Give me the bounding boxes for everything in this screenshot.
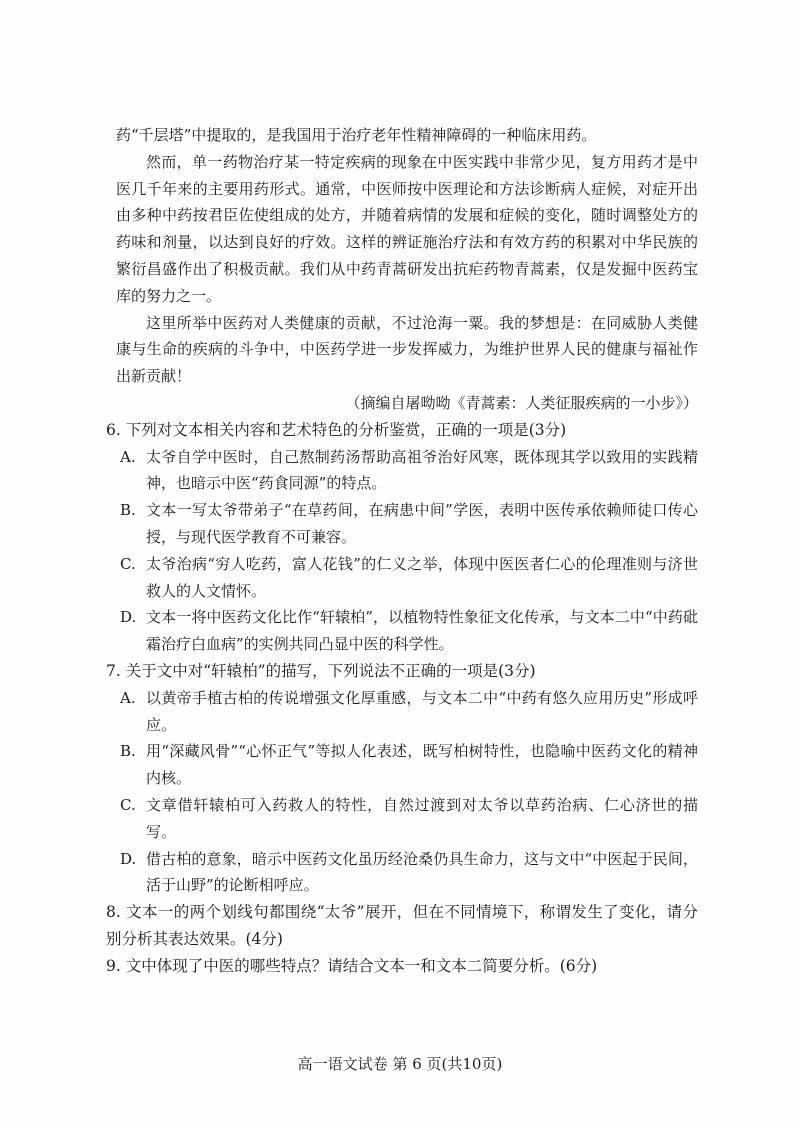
question-8 (106, 899, 698, 953)
option-letter: A. (120, 688, 136, 707)
page-content (106, 122, 698, 980)
question-6-option-d (120, 604, 698, 658)
question-7-option-a (120, 685, 698, 739)
question-7-option-d (120, 846, 698, 900)
question-7-option-b (120, 738, 698, 792)
option-text: 太爷治病“穷人吃药，富人花钱”的仁义之举，体现中医医者仁心的伦理准则与济世救人的人文情怀。 (146, 554, 698, 600)
question-9 (106, 953, 698, 980)
option-letter: D. (120, 608, 137, 627)
question-7-option-c (120, 792, 698, 846)
option-letter: B. (120, 742, 136, 761)
option-letter: D. (120, 849, 137, 868)
option-text: 以黄帝手植古柏的传说增强文化厚重感，与文本二中“中药有悠久应用历史”形成呼应。 (146, 688, 698, 734)
question-6-stem: 6. 下列对文本相关内容和艺术特色的分析鉴赏，正确的一项是(3分) (106, 420, 567, 439)
option-letter: C. (120, 795, 136, 814)
question-7-stem: 7. 关于文中对“轩辕柏”的描写，下列说法不正确的一项是(3分) (106, 661, 536, 680)
option-text: 文本一将中医药文化比作“轩辕柏”，以植物特性象征文化传承，与文本二中“中药砒霜治疗白血病”的实例共同凸显中医的科学性。 (146, 608, 698, 654)
option-letter: C. (120, 554, 136, 573)
option-text: 借古柏的意象，暗示中医药文化虽历经沧桑仍具生命力，这与文中“中医起于民间，活于山野”的论断相呼应。 (146, 849, 698, 895)
question-6-option-c (120, 551, 698, 605)
passage-paragraph-1: 药“千层塔”中提取的，是我国用于治疗老年性精神障碍的一种临床用药。 (116, 126, 597, 144)
option-text: 文本一写太爷带弟子“在草药间，在病患中间”学医，表明中医传承依赖师徒口传心授，与现代医学教育不可兼容。 (146, 501, 698, 546)
question-6 (106, 417, 698, 658)
option-text: 太爷自学中医时，自己熬制药汤帮助高祖爷治好风寒，既体现其学以致用的实践精神，也暗示中医“药食同源”的特点。 (146, 447, 698, 493)
question-6-option-a (120, 444, 698, 498)
option-text: 文章借轩辕柏可入药救人的特性，自然过渡到对太爷以草药治病、仁心济世的描写。 (146, 795, 698, 841)
question-7 (106, 658, 698, 899)
question-8-stem: 8. 文本一的两个划线句都围绕“太爷”展开，但在不同情境下，称谓发生了变化，请分别分析其表达效果。(4分) (106, 903, 698, 948)
passage-paragraph-2: 然而，单一药物治疗某一特定疾病的现象在中医实践中非常少见，复方用药才是中医几千年来的主要用药形式。通常，中医师按中医理论和方法诊断病人症候，对症开出由多种中药按君臣佐使组成的处方，并随着病情的发展和症候的变化，随时调整处方的药味和剂量，以达到良好的疗效。这样的辨证施治疗法和有效方药的积累对中华民族的繁衍昌盛作出了积极贡献。我们从中药青蒿研发出抗疟药物青蒿素，仅是发掘中医药宝库的努力之一。 (116, 152, 698, 305)
passage-paragraph-3: 这里所举中医药对人类健康的贡献，不过沧海一粟。我的梦想是：在同威胁人类健康与生命的疾病的斗争中，中医药学进一步发挥威力，为维护世界人民的健康与福祉作出新贡献！ (116, 313, 698, 386)
option-text: 用“深藏风骨”“心怀正气”等拟人化表述，既写柏树特性，也隐喻中医药文化的精神内核。 (146, 742, 698, 788)
question-6-option-b (120, 497, 698, 551)
question-9-stem: 9. 文中体现了中医的哪些特点？请结合文本一和文本二简要分析。(6分) (106, 956, 598, 975)
passage-source: （摘编自屠呦呦《青蒿素：人类征服疾病的一小步》） (345, 393, 698, 412)
page-footer: 高一语文试卷 第 6 页(共10页) (297, 1055, 503, 1073)
option-letter: A. (120, 447, 136, 466)
option-letter: B. (120, 501, 136, 520)
